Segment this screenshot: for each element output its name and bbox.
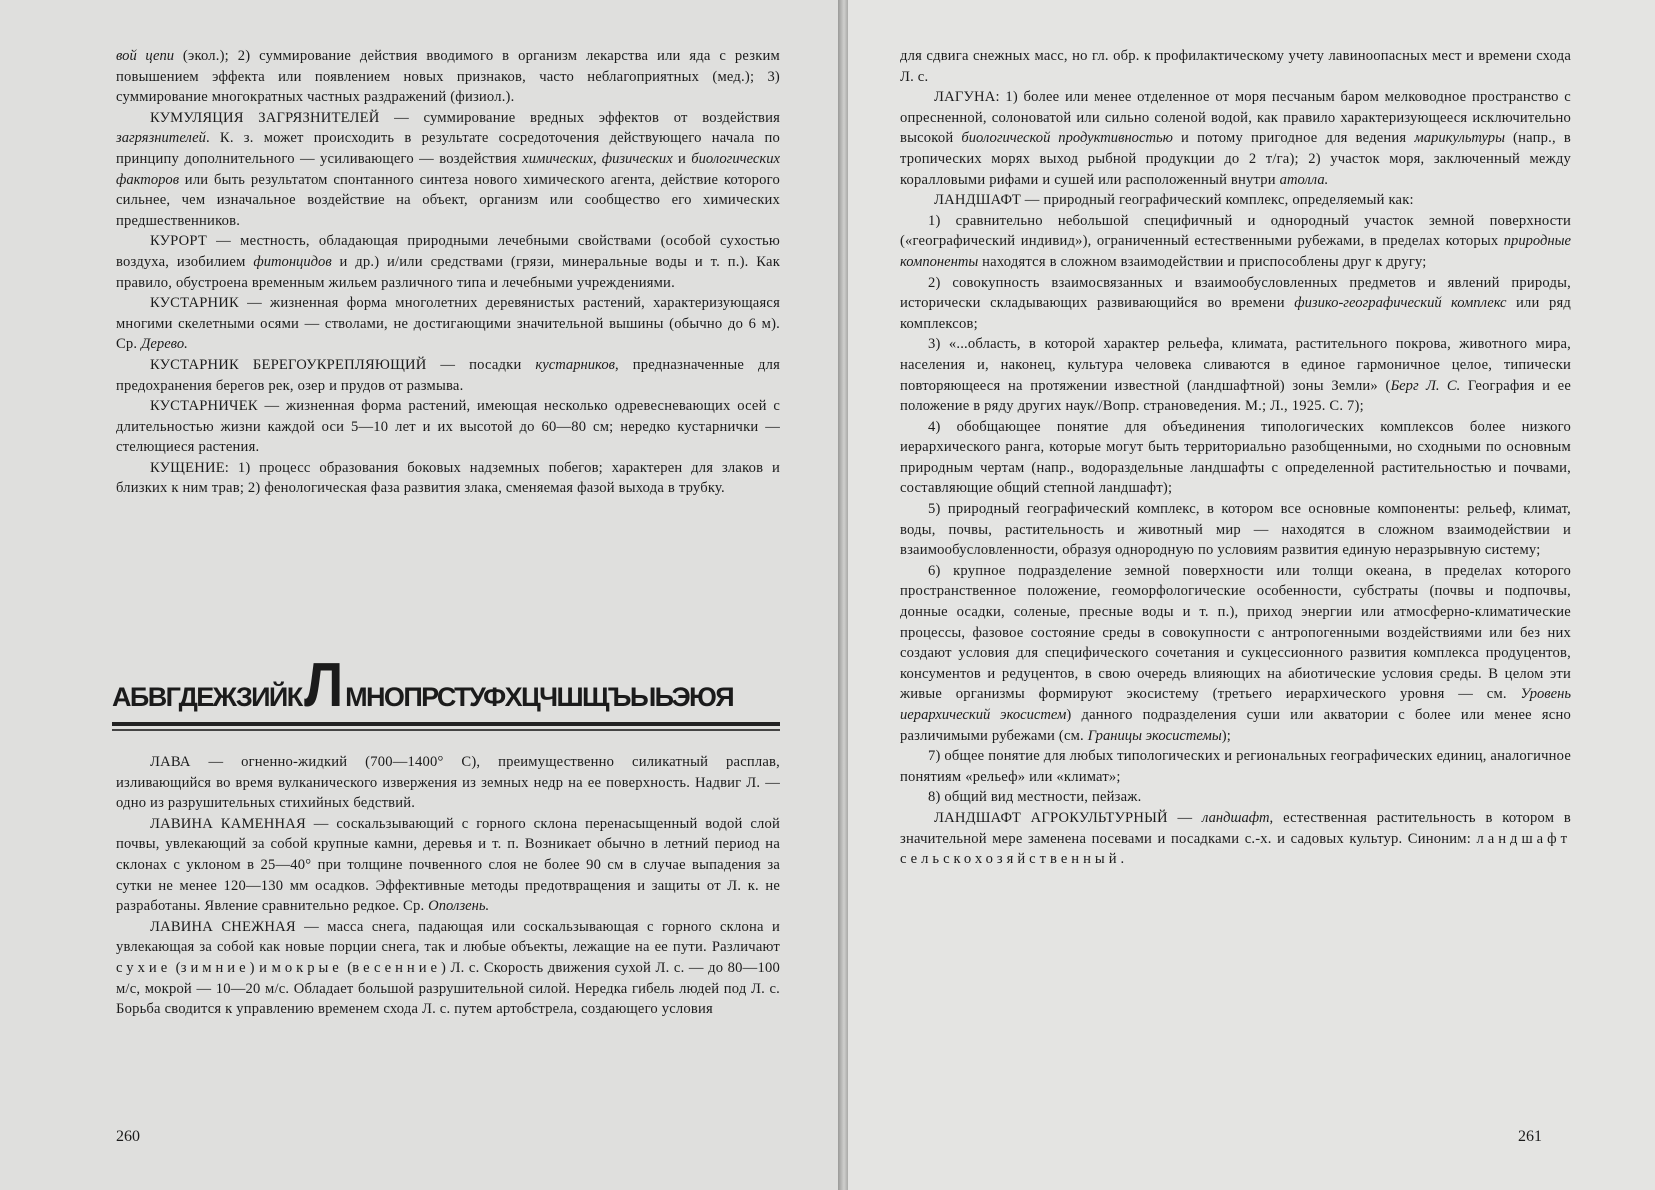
entry-text: (экол.); 2) суммирование действия вводимого в организм лекарства или яда с резким повышением эффекта или появлением новых признаков, часто неблагоприятных (мед.); 3) суммирование многократных частных раздражений (физиол.).: [116, 48, 780, 106]
alphabet-current-letter: Л: [303, 651, 343, 720]
dictionary-entry: [116, 814, 780, 917]
dictionary-entry: [900, 746, 1571, 787]
dictionary-entry: [116, 458, 780, 499]
dictionary-entry: [116, 917, 780, 1020]
spaced-term: мокрые: [271, 959, 343, 976]
italic-term: Границы экосистемы: [1087, 727, 1222, 744]
entry-text: КУРОРТ — местность, обладающая природными лечебными свойствами (особой сухостью воздуха, изобилием: [116, 233, 780, 270]
section-rule-thin: [112, 729, 780, 731]
entry-text: находятся в сложном взаимодействии и приспособлены друг к другу;: [978, 253, 1427, 270]
italic-term: Уровень иерархический экосистем: [900, 686, 1571, 723]
entry-text: 4) обобщающее понятие для объединения типологических комплексов более низкого иерархического ранга, которые могут быть территориально разобщенными, но сходными по основным природным чертам (напр., водораздельные ландшафты с определенной растительностью и почвами, составляющие общий степной ландшафт);: [900, 418, 1571, 497]
entry-text: (: [342, 959, 353, 976]
entry-text: (напр., в тропических морях выход рыбной продукции до 2 т/га); 2) участок моря, заключенный между коралловыми рифами и сушей или расположенный внутри: [900, 130, 1571, 188]
italic-term: вой цепи: [116, 48, 175, 64]
entry-text: КУМУЛЯЦИЯ ЗАГРЯЗНИТЕЛЕЙ — суммирование вредных эффектов от воздействия: [150, 109, 780, 126]
dictionary-entry: [900, 211, 1571, 273]
italic-term: биологической продуктивностью: [961, 130, 1173, 147]
right-page: [848, 0, 1655, 1190]
dictionary-entry: [900, 334, 1571, 416]
dictionary-entry: [900, 190, 1571, 211]
italic-term: Берг Л. С.: [1390, 377, 1461, 394]
italic-term: загрязнителей: [116, 130, 206, 147]
italic-term: Дерево.: [141, 336, 188, 353]
italic-term: атолла.: [1279, 171, 1329, 188]
dictionary-entry: [116, 355, 780, 396]
entry-text: для сдвига снежных масс, но гл. обр. к профилактическому учету лавиноопасных мест и времени схода Л. с.: [900, 48, 1571, 85]
alphabet-before: АБВГДЕЖЗИЙК: [112, 682, 302, 712]
dictionary-entry: [900, 787, 1571, 808]
entry-text: , естественная растительность в котором в значительной мере заменена посевами и посадками с.-х. и садовых культур. Синоним:: [900, 809, 1571, 847]
alphabet-after: МНОПРСТУФХЦЧШЩЪЫЬЭЮЯ: [345, 682, 734, 712]
entry-text: ЛАВА — огненно-жидкий (700—1400° С), преимущественно силикатный расплав, изливающийся во время вулканического извержения из земных недр на ее поверхность. Надвиг Л. — одно из разрушительных стихийных бедствий.: [116, 754, 780, 812]
entry-text: 3) «...область, в которой характер рельефа, климата, растительного покрова, животного мира, населения и, наконец, культура человека сливаются в единое гармоничное целое, типически повторяющееся на протяжении известной (ландшафтной) зоны Земли» (: [900, 336, 1571, 394]
entry-text: 6) крупное подразделение земной поверхности или толщи океана, в пределах которого пространственное положение, геоморфологические особенности, субстраты (почвы и подпочвы, донные осадки, соленые, пресные воды и т. п.), приход энергии или атмосферно-климатические процессы, фазовое состояние среды в совокупности с антропогенными воздействиями или без них создают условия для специфического сочетания и сукцессионного развития комплекса продуцентов, консументов и редуцентов, в свою очередь влияющих на абиотические условия среды. В целом эти живые организмы формируют экосистему (третьего иерархического уровня — см.: [900, 562, 1571, 703]
entry-text: 7) общее понятие для любых типологических и региональных географических единиц, аналогичное понятиям «рельеф» или «климат»;: [900, 748, 1571, 785]
italic-term: Оползень.: [428, 898, 490, 915]
entry-text: КУСТАРНИК БЕРЕГОУКРЕПЛЯЮЩИЙ — посадки: [150, 356, 536, 373]
entry-text: ЛАНДШАФТ — природный географический комплекс, определяемый как:: [934, 192, 1414, 209]
entry-text: ЛАГУНА: 1) более или менее отделенное от моря песчаным баром мелководное пространство с опресненной, солоноватой или сильно соленой водой, как правило характеризующееся исключительно высокой: [900, 89, 1571, 147]
left-top-entries: [116, 46, 780, 499]
entry-text: География и ее положение в ряду других наук//Вопр. страноведения. М.; Л., 1925. С. 7);: [900, 377, 1571, 415]
entry-text: 1) сравнительно небольшой специфичный и однородный участок земной поверхности («географический индивид»), ограниченный естественными рубежами, в пределах которых: [900, 212, 1571, 250]
dictionary-entry: [900, 808, 1571, 870]
spaced-term: ландшафт сельскохозяйственный: [900, 830, 1571, 868]
dictionary-entry: [116, 231, 780, 293]
alphabet-banner: [112, 651, 780, 720]
dictionary-entry: [116, 46, 780, 108]
entry-text: и потому пригодное для ведения: [1172, 130, 1415, 147]
entry-text: ЛАВИНА КАМЕННАЯ — соскальзывающий с горного склона перенасыщенный водой слой почвы, увлекающий за собой крупные камни, деревья и т. п. Возникает обычно в летний период на склонах с уклоном в 25—40° при толщине почвенного слоя не более 90 см в случае выпадения за сутки не менее 120—130 мм осадков. Эффективные методы предотвращения и защиты от Л. к. не разработаны. Явление сравнительно редкое. Ср.: [116, 815, 780, 915]
dictionary-entry: [116, 752, 780, 814]
entry-text: 8) общий вид местности, пейзаж.: [928, 789, 1142, 806]
italic-term: химических, физических: [522, 150, 673, 167]
italic-term: ландшафт: [1202, 809, 1270, 826]
right-entries: [900, 46, 1571, 870]
dictionary-entry: [900, 87, 1571, 190]
entry-text: КУСТАРНИЧЕК — жизненная форма растений, имеющая несколько одревесневающих осей с длительностью жизни каждой оси 5—10 лет и их высотой до 60—80 см; нередко кустарнички — стелющиеся растения.: [116, 398, 780, 456]
entry-text: КУСТАРНИК — жизненная форма многолетних деревянистых растений, характеризующаяся многими скелетными осями — стволами, не достигающими значительной вышины (обычно до 6 м). Ср.: [116, 295, 780, 353]
left-bottom-entries: [116, 752, 780, 1020]
entry-text: );: [1221, 727, 1232, 744]
entry-text: ) данного подразделения суши или акватории с более или менее ясно различимыми рубежами (см.: [900, 707, 1571, 744]
spaced-term: сухие: [116, 959, 172, 976]
entry-text: ЛАВИНА СНЕЖНАЯ — масса снега, падающая или соскальзывающая с горного склона и увлекающая за собой как новые порции снега, так и любые объекты, лежащие на ее пути. Различают: [116, 918, 780, 956]
page-number-right: 261: [1518, 1128, 1542, 1145]
entry-text: (: [171, 959, 181, 976]
entry-text: 5) природный географический комплекс, в котором все основные компоненты: рельеф, климат, воды, почвы, растительность и животный мир — находятся в сложном взаимодействии и взаимообусловленности, образуя однородную по условиям развития единую неразрывную систему;: [900, 501, 1571, 559]
italic-term: кустарников: [535, 356, 615, 373]
dictionary-entry: [900, 417, 1571, 499]
italic-term: фитонцидов: [253, 253, 332, 270]
entry-text: или быть результатом спонтанного синтеза нового химического агента, действие которого сильнее, чем изначальное воздействие на объект, организм или сообщество его химических предшественников.: [116, 171, 780, 229]
spaced-term: зимние: [180, 959, 250, 976]
entry-text: .: [1120, 851, 1125, 868]
dictionary-entry: [900, 46, 1571, 87]
dictionary-entry: [116, 108, 780, 232]
entry-text: , предназначенные для предохранения берегов рек, озер и прудов от размыва.: [116, 356, 780, 394]
page-number-left: 260: [116, 1128, 140, 1145]
dictionary-entry: [900, 561, 1571, 746]
entry-text: и др.) и/или средствами (грязи, минеральные воды и т. п.). Как правило, обустроена временным жильем различного типа и лечебными учреждениями.: [116, 253, 781, 291]
dictionary-entry: [900, 273, 1571, 335]
italic-term: биологических факторов: [116, 150, 780, 188]
entry-text: и: [672, 150, 692, 167]
dictionary-entry: [900, 499, 1571, 561]
spaced-term: весенние: [352, 959, 441, 976]
italic-term: природные компоненты: [900, 233, 1571, 270]
dictionary-entry: [116, 396, 780, 458]
entry-text: ) и: [249, 959, 272, 976]
book-gutter: [838, 0, 848, 1190]
entry-text: ) Л. с. Скорость движения сухой Л. с. — до 80—100 м/с, мокрой — 10—20 м/с. Обладает большой разрушительной силой. Нередка гибель людей под Л. с. Борьба сводится к управлению временем схода Л. с. путем артобстрела, создающего условия: [116, 959, 780, 1018]
entry-text: КУЩЕНИЕ: 1) процесс образования боковых надземных побегов; характерен для злаков и близких к ним трав; 2) фенологическая фаза развития злака, сменяемая фазой выхода в трубку.: [116, 459, 780, 497]
italic-term: марикультуры: [1414, 130, 1505, 147]
entry-text: или ряд комплексов;: [900, 295, 1572, 332]
entry-text: . К. з. может происходить в результате сосредоточения действующего начала по принципу дополнительного — усиливающего — воздействия: [116, 130, 780, 167]
entry-text: ЛАНДШАФТ АГРОКУЛЬТУРНЫЙ —: [934, 809, 1203, 826]
entry-text: 2) совокупность взаимосвязанных и взаимообусловленных предметов и явлений природы, исторически складывающих развивающийся во времени: [900, 274, 1571, 312]
italic-term: физико-географический комплекс: [1294, 295, 1507, 312]
section-rule-thick: [112, 722, 780, 726]
dictionary-entry: [116, 293, 780, 355]
